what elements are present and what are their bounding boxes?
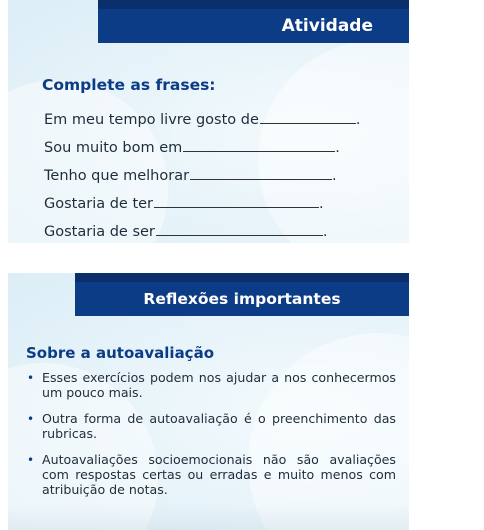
answer-blank [154, 193, 319, 208]
sentence-text: Gostaria de ser [44, 224, 155, 240]
sentence-text: Em meu tempo livre gosto de [44, 112, 259, 128]
sentence-line [44, 109, 361, 128]
slide-header [75, 282, 409, 316]
sentence-line [44, 193, 324, 212]
answer-blank [156, 221, 323, 236]
bullet-icon: • [27, 371, 35, 385]
bullet-icon: • [27, 412, 35, 427]
slide-atividade [8, 0, 409, 243]
sentence-line [44, 221, 328, 240]
sentence-line [44, 137, 340, 156]
list-item-text: Autoavaliações socioemocionais não são avaliações com respostas certas ou erradas e muito menos com atribuição de notas. [42, 452, 396, 497]
slide-subtitle: Complete as frases: [42, 76, 216, 94]
bullet-list [26, 371, 396, 509]
slide-title: Reflexões importantes [143, 290, 341, 308]
list-item [26, 371, 396, 400]
sentence-text: Tenho que melhorar [44, 168, 190, 184]
header-top-band [75, 273, 409, 282]
slide-header [98, 9, 409, 43]
answer-blank [183, 137, 335, 152]
sentence-end: . [355, 112, 361, 128]
answer-blank [190, 165, 332, 180]
list-item-text: Esses exercícios podem nos ajudar a nos conhecermos um pouco mais. [42, 370, 396, 400]
slide-title: Atividade [281, 16, 373, 36]
slide-subtitle: Sobre a autoavaliação [26, 344, 215, 362]
sentence-text: Gostaria de ter [44, 196, 154, 212]
sentence-end: . [335, 140, 340, 156]
sentence-end: . [322, 224, 328, 240]
sentence-end: . [319, 196, 324, 212]
sentence-line [44, 165, 337, 184]
sentence-end: . [332, 168, 337, 184]
list-item [26, 412, 396, 441]
header-top-band [98, 0, 409, 9]
sentence-text: Sou muito bom em [44, 140, 183, 156]
answer-blank [260, 109, 356, 124]
list-item [26, 453, 396, 497]
slide-reflexoes [8, 273, 409, 530]
bottom-fade [8, 504, 409, 530]
bullet-icon: • [27, 453, 35, 468]
list-item-text: Outra forma de autoavaliação é o preenchimento das rubricas. [42, 411, 396, 441]
